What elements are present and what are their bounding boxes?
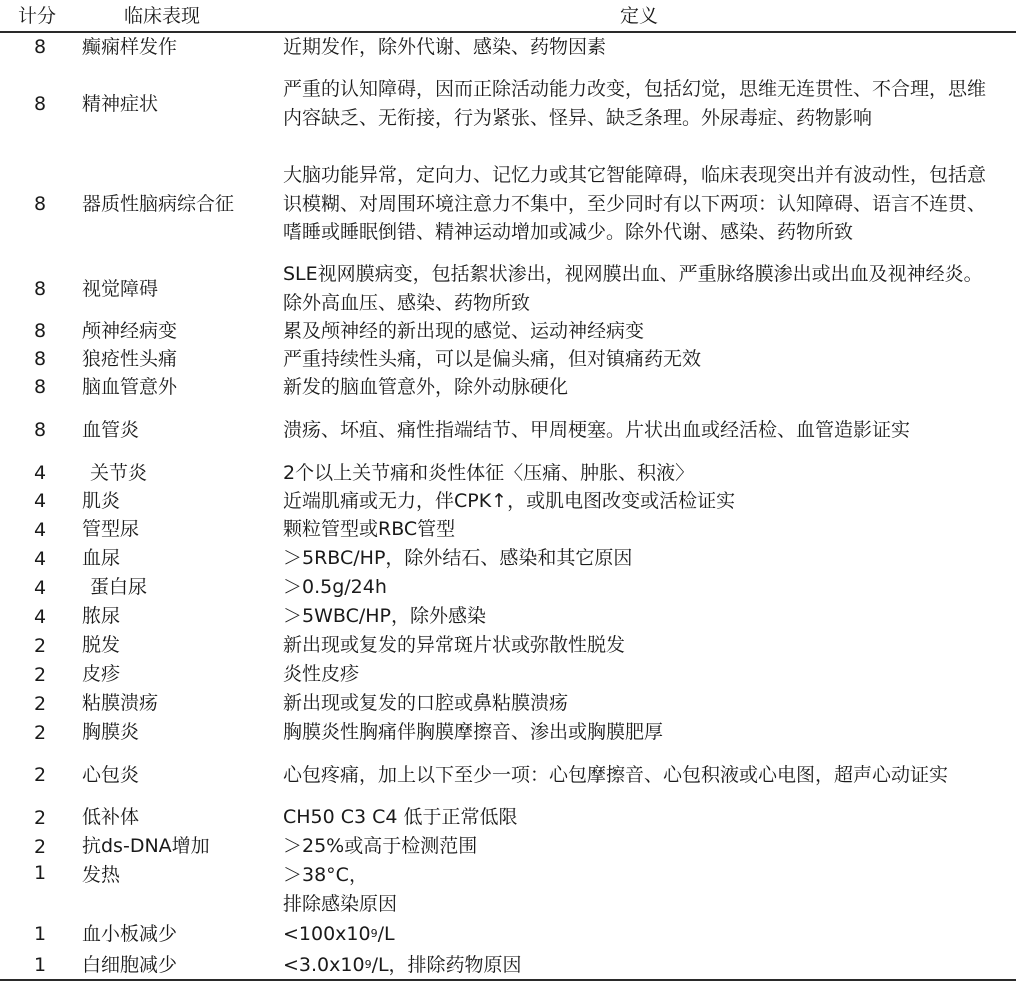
platelet-threshold-unit: /L: [377, 922, 395, 945]
row-manifestation: 粘膜溃疡: [82, 692, 159, 714]
row-definition: 新出现或复发的口腔或鼻粘膜溃疡: [283, 692, 569, 715]
table-row: [0, 950, 1016, 980]
table-row: [0, 602, 1016, 631]
table-row: [0, 401, 1016, 459]
row-score: 4: [33, 605, 47, 628]
row-score: 4: [33, 576, 47, 599]
row-definition: 2个以上关节痛和炎性体征〈压痛、肿胀、积液〉: [283, 461, 695, 484]
row-score: 1: [33, 862, 47, 884]
row-manifestation: 脓尿: [82, 605, 121, 627]
table-row: [0, 33, 1016, 61]
row-manifestation: 视觉障碍: [82, 277, 159, 300]
row-score: 8: [33, 93, 47, 115]
row-definition: 炎性皮疹: [283, 663, 360, 686]
row-definition: <3.0x10 9 /L，排除药物原因: [283, 950, 995, 980]
row-manifestation: 皮疹: [82, 663, 121, 685]
row-definition: SLE视网膜病变，包括絮状渗出，视网膜出血、严重脉络膜渗出或出血及视神经炎。除外高血压、感染、药物所致: [283, 263, 983, 314]
bottom-rule: [0, 979, 1016, 981]
row-score: 8: [33, 419, 47, 441]
table-row: [0, 317, 1016, 345]
table-row: [0, 61, 1016, 147]
row-manifestation: 狼疮性头痛: [82, 347, 178, 370]
table-row: [0, 660, 1016, 689]
row-manifestation: 白细胞减少: [82, 953, 178, 976]
header-manifestation: 临床表现: [124, 5, 201, 27]
row-definition: 颗粒管型或RBC管型: [283, 518, 456, 541]
row-score: 1: [33, 923, 47, 945]
table-row: [0, 832, 1016, 861]
row-definition: 胸膜炎性胸痛伴胸膜摩擦音、渗出或胸膜肥厚: [283, 721, 664, 744]
table-row: [0, 803, 1016, 832]
row-score: 8: [33, 348, 47, 370]
row-score: 2: [33, 663, 47, 686]
table-row: [0, 345, 1016, 373]
row-score: 4: [33, 490, 47, 512]
table-row: [0, 718, 1016, 747]
row-definition: <100x10 9 /L: [283, 918, 995, 950]
table-row: [0, 918, 1016, 950]
row-definition: 溃疡、坏疽、痛性指端结节、甲周梗塞。片状出血或经活检、血管造影证实: [283, 418, 911, 441]
row-manifestation: 脑血管意外: [82, 375, 178, 398]
row-definition: 新出现或复发的异常斑片状或弥散性脱发: [283, 634, 626, 657]
row-score: 2: [33, 764, 47, 786]
row-score: 8: [33, 193, 47, 215]
table-row: [0, 747, 1016, 803]
row-score: 2: [33, 634, 47, 657]
row-score: 4: [33, 547, 47, 570]
table-row: [0, 373, 1016, 401]
table-row: [0, 261, 1016, 317]
row-score: 2: [33, 806, 47, 829]
row-score: 2: [33, 835, 47, 858]
row-definition: ＞5WBC/HP，除外感染: [283, 605, 486, 628]
table-row: [0, 689, 1016, 718]
table-row: [0, 573, 1016, 602]
row-manifestation: 精神症状: [82, 92, 159, 115]
row-definition: 近端肌痛或无力，伴CPK↑，或肌电图改变或活检证实: [283, 489, 736, 512]
row-definition: ＞25%或高于检测范围: [283, 835, 478, 858]
row-definition: 大脑功能异常，定向力、记忆力或其它智能障碍，临床表现突出并有波动性，包括意识模糊、对周围环境注意力不集中，至少同时有以下两项：认知障碍、语言不连贯、嗜睡或睡眠倒错、精神运动增加或减少。除外代谢、感染、药物所致: [283, 164, 987, 244]
wbc-threshold-unit: /L，排除药物原因: [371, 953, 522, 976]
row-manifestation: 发热: [82, 864, 121, 886]
row-manifestation: 血小板减少: [82, 922, 178, 945]
row-manifestation: 蛋白尿: [90, 576, 148, 598]
row-manifestation: 颅神经病变: [82, 319, 178, 342]
row-score: 1: [33, 954, 47, 976]
row-definition: 严重持续性头痛，可以是偏头痛，但对镇痛药无效: [283, 347, 702, 370]
table-row: [0, 515, 1016, 544]
wbc-threshold-base: <3.0x10: [283, 953, 365, 976]
row-manifestation: 器质性脑病综合征: [82, 192, 235, 215]
row-definition-line-1: ＞38°C，: [283, 863, 368, 886]
row-manifestation: 管型尿: [82, 518, 140, 540]
row-definition: 近期发作，除外代谢、感染、药物因素: [283, 35, 607, 58]
row-manifestation: 血管炎: [82, 418, 140, 441]
table-row: [0, 487, 1016, 515]
row-manifestation: 癫痫样发作: [82, 35, 178, 58]
row-definition: 累及颅神经的新出现的感觉、运动神经病变: [283, 319, 645, 342]
header-definition: 定义: [620, 5, 659, 27]
table-row: [0, 631, 1016, 660]
row-definition: ＞5RBC/HP，除外结石、感染和其它原因: [283, 547, 633, 570]
row-score: 8: [33, 36, 47, 58]
row-manifestation: 胸膜炎: [82, 721, 140, 743]
row-definition: 新发的脑血管意外，除外动脉硬化: [283, 375, 569, 398]
platelet-threshold-base: <100x10: [283, 922, 371, 945]
row-manifestation: 抗ds-DNA增加: [82, 835, 210, 857]
row-manifestation: 脱发: [82, 634, 121, 656]
row-definition: ＞0.5g/24h: [283, 576, 387, 599]
table-row: [0, 459, 1016, 487]
row-manifestation: 肌炎: [82, 489, 121, 512]
row-manifestation: 血尿: [82, 547, 121, 569]
row-definition: 严重的认知障碍，因而正除活动能力改变，包括幻觉，思维无连贯性、不合理，思维内容缺乏、无衔接，行为紧张、怪异、缺乏条理。外尿毒症、药物影响: [283, 78, 987, 129]
table-row: [0, 544, 1016, 573]
row-definition: 心包疼痛，加上以下至少一项：心包摩擦音、心包积液或心电图，超声心动证实: [283, 763, 949, 786]
row-score: 4: [33, 518, 47, 541]
row-score: 4: [33, 462, 47, 484]
table-row: [0, 861, 1016, 918]
row-score: 8: [33, 376, 47, 398]
row-score: 2: [33, 721, 47, 744]
row-definition: [283, 861, 995, 918]
row-score: 2: [33, 692, 47, 715]
row-score: 8: [33, 320, 47, 342]
header-score: 计分: [18, 5, 57, 27]
row-manifestation: 低补体: [82, 806, 140, 828]
row-score: 8: [33, 278, 47, 300]
row-manifestation: 关节炎: [90, 461, 148, 484]
table-row: [0, 147, 1016, 261]
row-definition: CH50 C3 C4 低于正常低限: [283, 806, 518, 829]
row-manifestation: 心包炎: [82, 763, 140, 786]
row-definition-line-2: 排除感染原因: [283, 892, 398, 915]
